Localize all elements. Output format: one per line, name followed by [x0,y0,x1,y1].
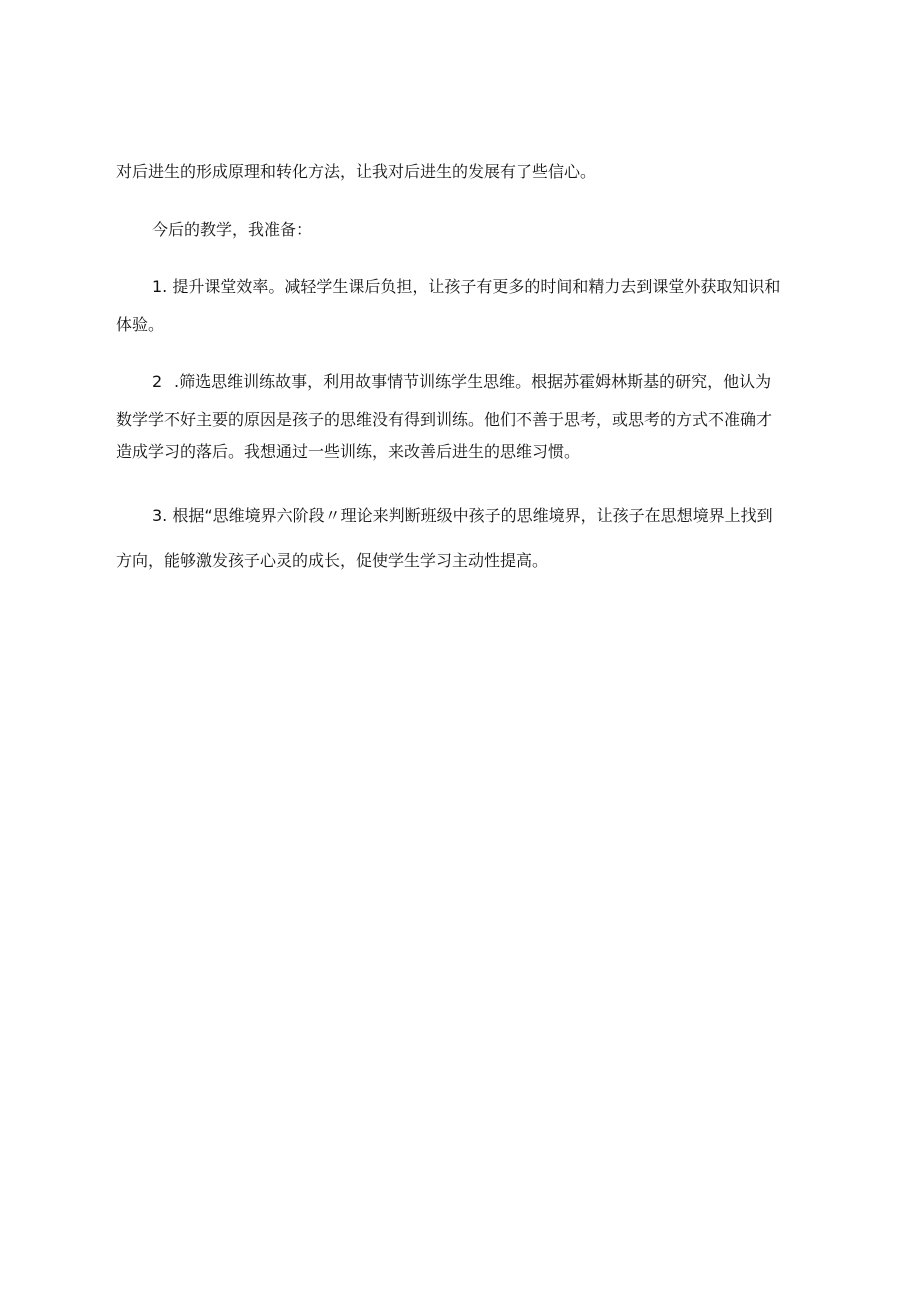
item2-number: 2 [152,372,163,391]
item3-line2: 方向，能够激发孩子心灵的成长，促使学生学习主动性提高。 [116,551,549,570]
plan-heading: 今后的教学，我准备： [152,220,313,239]
item2-line3: 造成学习的落后。我想通过一些训练，来改善后进生的思维习惯。 [116,442,581,461]
item3-line1: 3. 根据“思维境界六阶段〃理论来判断班级中孩子的思维境界，让孩子在思想境界上找到 [152,506,773,525]
intro-paragraph: 对后进生的形成原理和转化方法，让我对后进生的发展有了些信心。 [116,162,597,181]
item1-line2: 体验。 [116,315,165,334]
item1-line1: 1. 提升课堂效率。减轻学生课后负担，让孩子有更多的时间和精力去到课堂外获取知识和 [152,277,781,296]
item2-line2: 数学学不好主要的原因是孩子的思维没有得到训练。他们不善于思考，或思考的方式不准确才 [116,410,773,429]
item2-line1 [152,372,852,392]
item2-text: .筛选思维训练故事，利用故事情节训练学生思维。根据苏霍姆林斯基的研究，他认为 [174,372,772,391]
